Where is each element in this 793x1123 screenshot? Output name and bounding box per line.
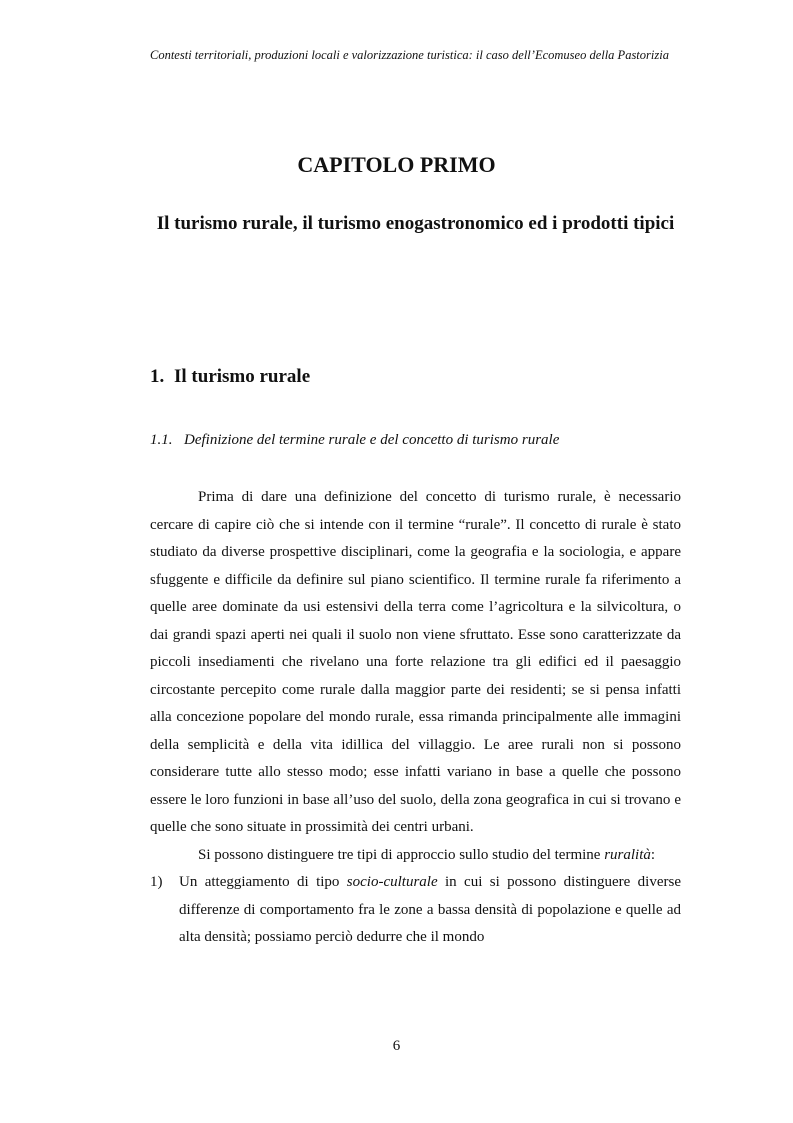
paragraph-2 <box>150 842 681 870</box>
list-item <box>150 869 681 952</box>
paragraph-1: Prima di dare una definizione del concetto di turismo rurale, è necessario cercare di capire ciò che si intende con il termine “rurale”. Il concetto di rurale è stato studiato da diverse prospettive disciplinari, come la geografia e la sociologia, e appare sfuggente e difficile da definire sul piano scientifico. Il termine rurale fa riferimento a quelle aree dominate da usi estensivi della terra come l’agricoltura e la silvicoltura, o dai grandi spazi aperti nei quali il suolo non viene sfruttato. Esse sono caratterizzate da piccoli insediamenti che rivelano una forte relazione tra gli edifici ed il paesaggio circostante percepito come rurale dalla maggior parte dei residenti; se si pensa infatti alla concezione popolare del mondo rurale, essa rimanda principalmente alle immagini della semplicità e della vita idillica del villaggio. Le aree rurali non si possono considerare tutte allo stesso modo; esse infatti variano in base a quelle che possono essere le loro funzioni in base all’uso del suolo, della zona geografica in cui si trovano e quelle che sono situate in prossimità dei centri urbani. <box>150 489 681 835</box>
subsection-title: Definizione del termine rurale e del concetto di turismo rurale <box>184 432 560 448</box>
term-ruralita: ruralità <box>604 846 651 863</box>
term-socio-culturale: socio-culturale <box>346 874 438 890</box>
list-item-text-end: in cui si possono distinguere diverse differenze di comportamento fra le zone a bassa densità di popolazione e quelle ad alta densità; possiamo perciò dedurre che il mondo <box>179 874 681 945</box>
section-heading <box>150 366 310 388</box>
chapter-title: Il turismo rurale, il turismo enogastronomico ed i prodotti tipici <box>156 213 675 234</box>
approach-list <box>150 869 681 952</box>
subsection-number: 1.1. <box>150 432 173 448</box>
body-text <box>150 484 681 952</box>
section-number: 1. <box>150 366 165 387</box>
section-title: Il turismo rurale <box>174 366 311 387</box>
paragraph-2-end: : <box>650 846 656 863</box>
list-marker: 1) <box>150 874 163 890</box>
subsection-heading <box>150 432 559 449</box>
running-header: Contesti territoriali, produzioni locali e valorizzazione turistica: il caso dell’Ecomuseo della Pastorizia <box>150 48 669 62</box>
page-number: 6 <box>392 1038 401 1054</box>
paragraph-2-start: Si possono distinguere tre tipi di approccio sullo studio del termine <box>198 846 601 863</box>
chapter-label: CAPITOLO PRIMO <box>297 152 496 177</box>
list-item-text-start: Un atteggiamento di tipo <box>179 874 340 890</box>
